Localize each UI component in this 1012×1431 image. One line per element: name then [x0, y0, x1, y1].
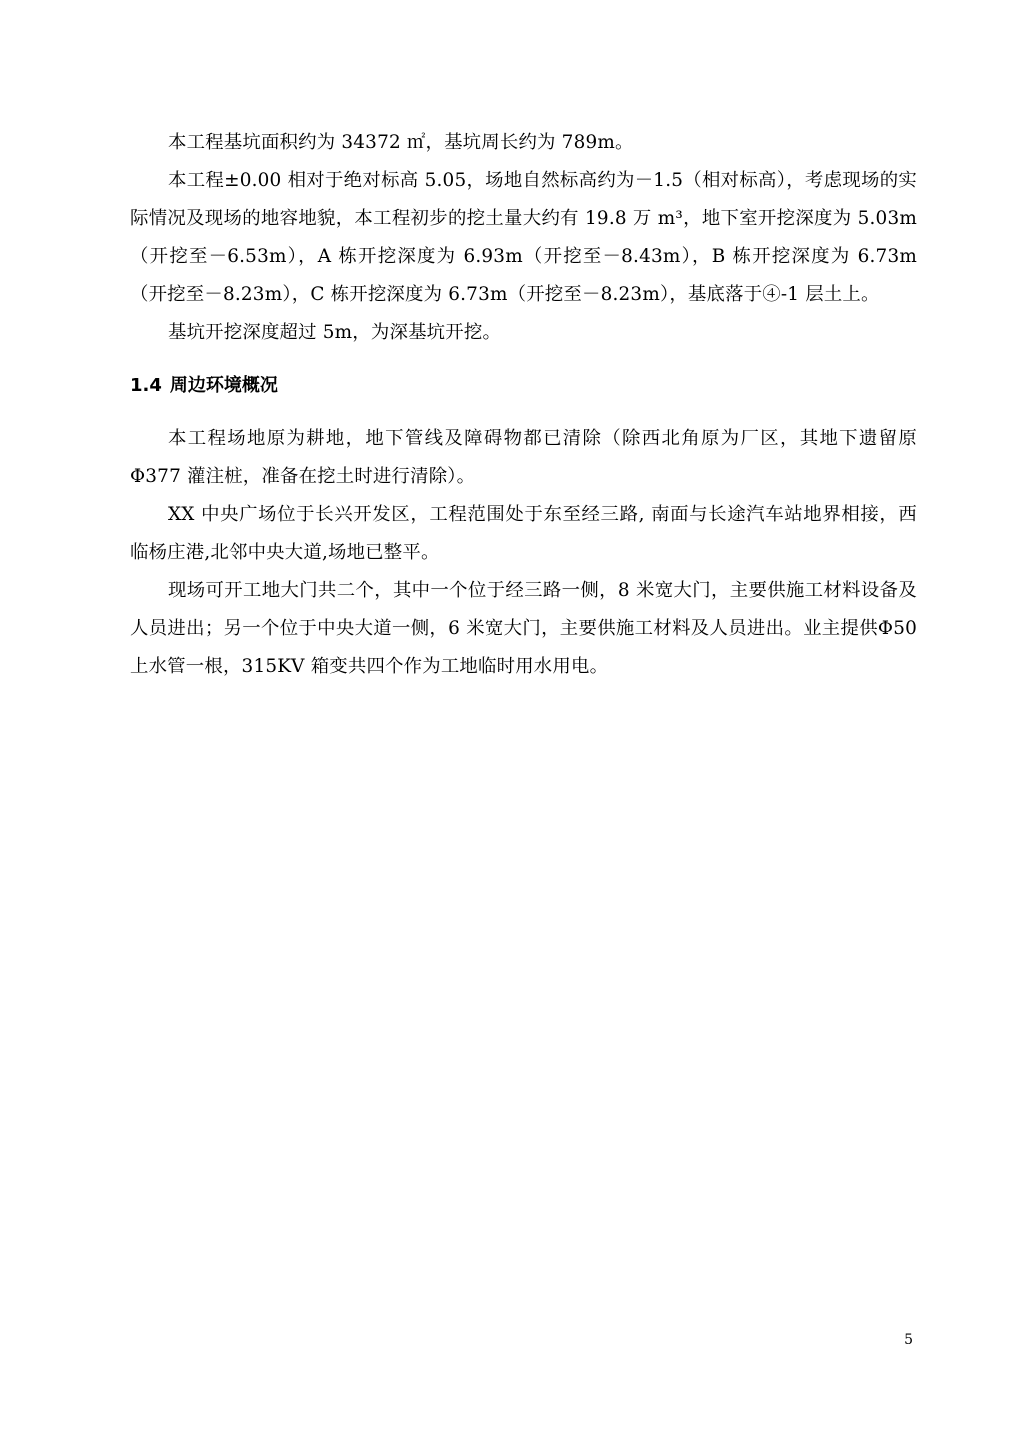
paragraph-site-gates: 现场可开工地大门共二个，其中一个位于经三路一侧，8 米宽大门，主要供施工材料设备及人员进出；另一个位于中央大道一侧，6 米宽大门，主要供施工材料及人员进出。业主提供Φ50 上水管一根，315KV 箱变共四个作为工地临时用水用电。: [130, 580, 917, 677]
section-number: 1.4: [130, 375, 162, 396]
paragraph-site-location: XX 中央广场位于长兴开发区，工程范围处于东至经三路, 南面与长途汽车站地界相接，西临杨庄港,北邻中央大道,场地已整平。: [130, 504, 917, 563]
paragraph-pit-area: 本工程基坑面积约为 34372 ㎡，基坑周长约为 789m。: [168, 132, 634, 153]
page-content: [130, 124, 917, 686]
page-number: 5: [904, 1332, 913, 1348]
paragraph-deep-pit: 基坑开挖深度超过 5m，为深基坑开挖。: [168, 322, 502, 343]
paragraph-site-history: 本工程场地原为耕地，地下管线及障碍物都已清除（除西北角原为厂区，其地下遗留原Φ377 灌注桩，准备在挖土时进行清除）。: [130, 428, 917, 487]
section-title: 周边环境概况: [169, 375, 278, 396]
paragraph-excavation-depth: 本工程±0.00 相对于绝对标高 5.05，场地自然标高约为－1.5（相对标高），考虑现场的实际情况及现场的地容地貌，本工程初步的挖土量大约有 19.8 万 m³，地下室开挖深度为 5.03m（开挖至－6.53m），A 栋开挖深度为 6.93m（开挖至－8.43m），B 栋开挖深度为 6.73m（开挖至－8.23m），C 栋开挖深度为 6.73m（开挖至－8.23m），基底落于④-1 层土上。: [130, 170, 917, 305]
section-heading: [130, 372, 917, 400]
